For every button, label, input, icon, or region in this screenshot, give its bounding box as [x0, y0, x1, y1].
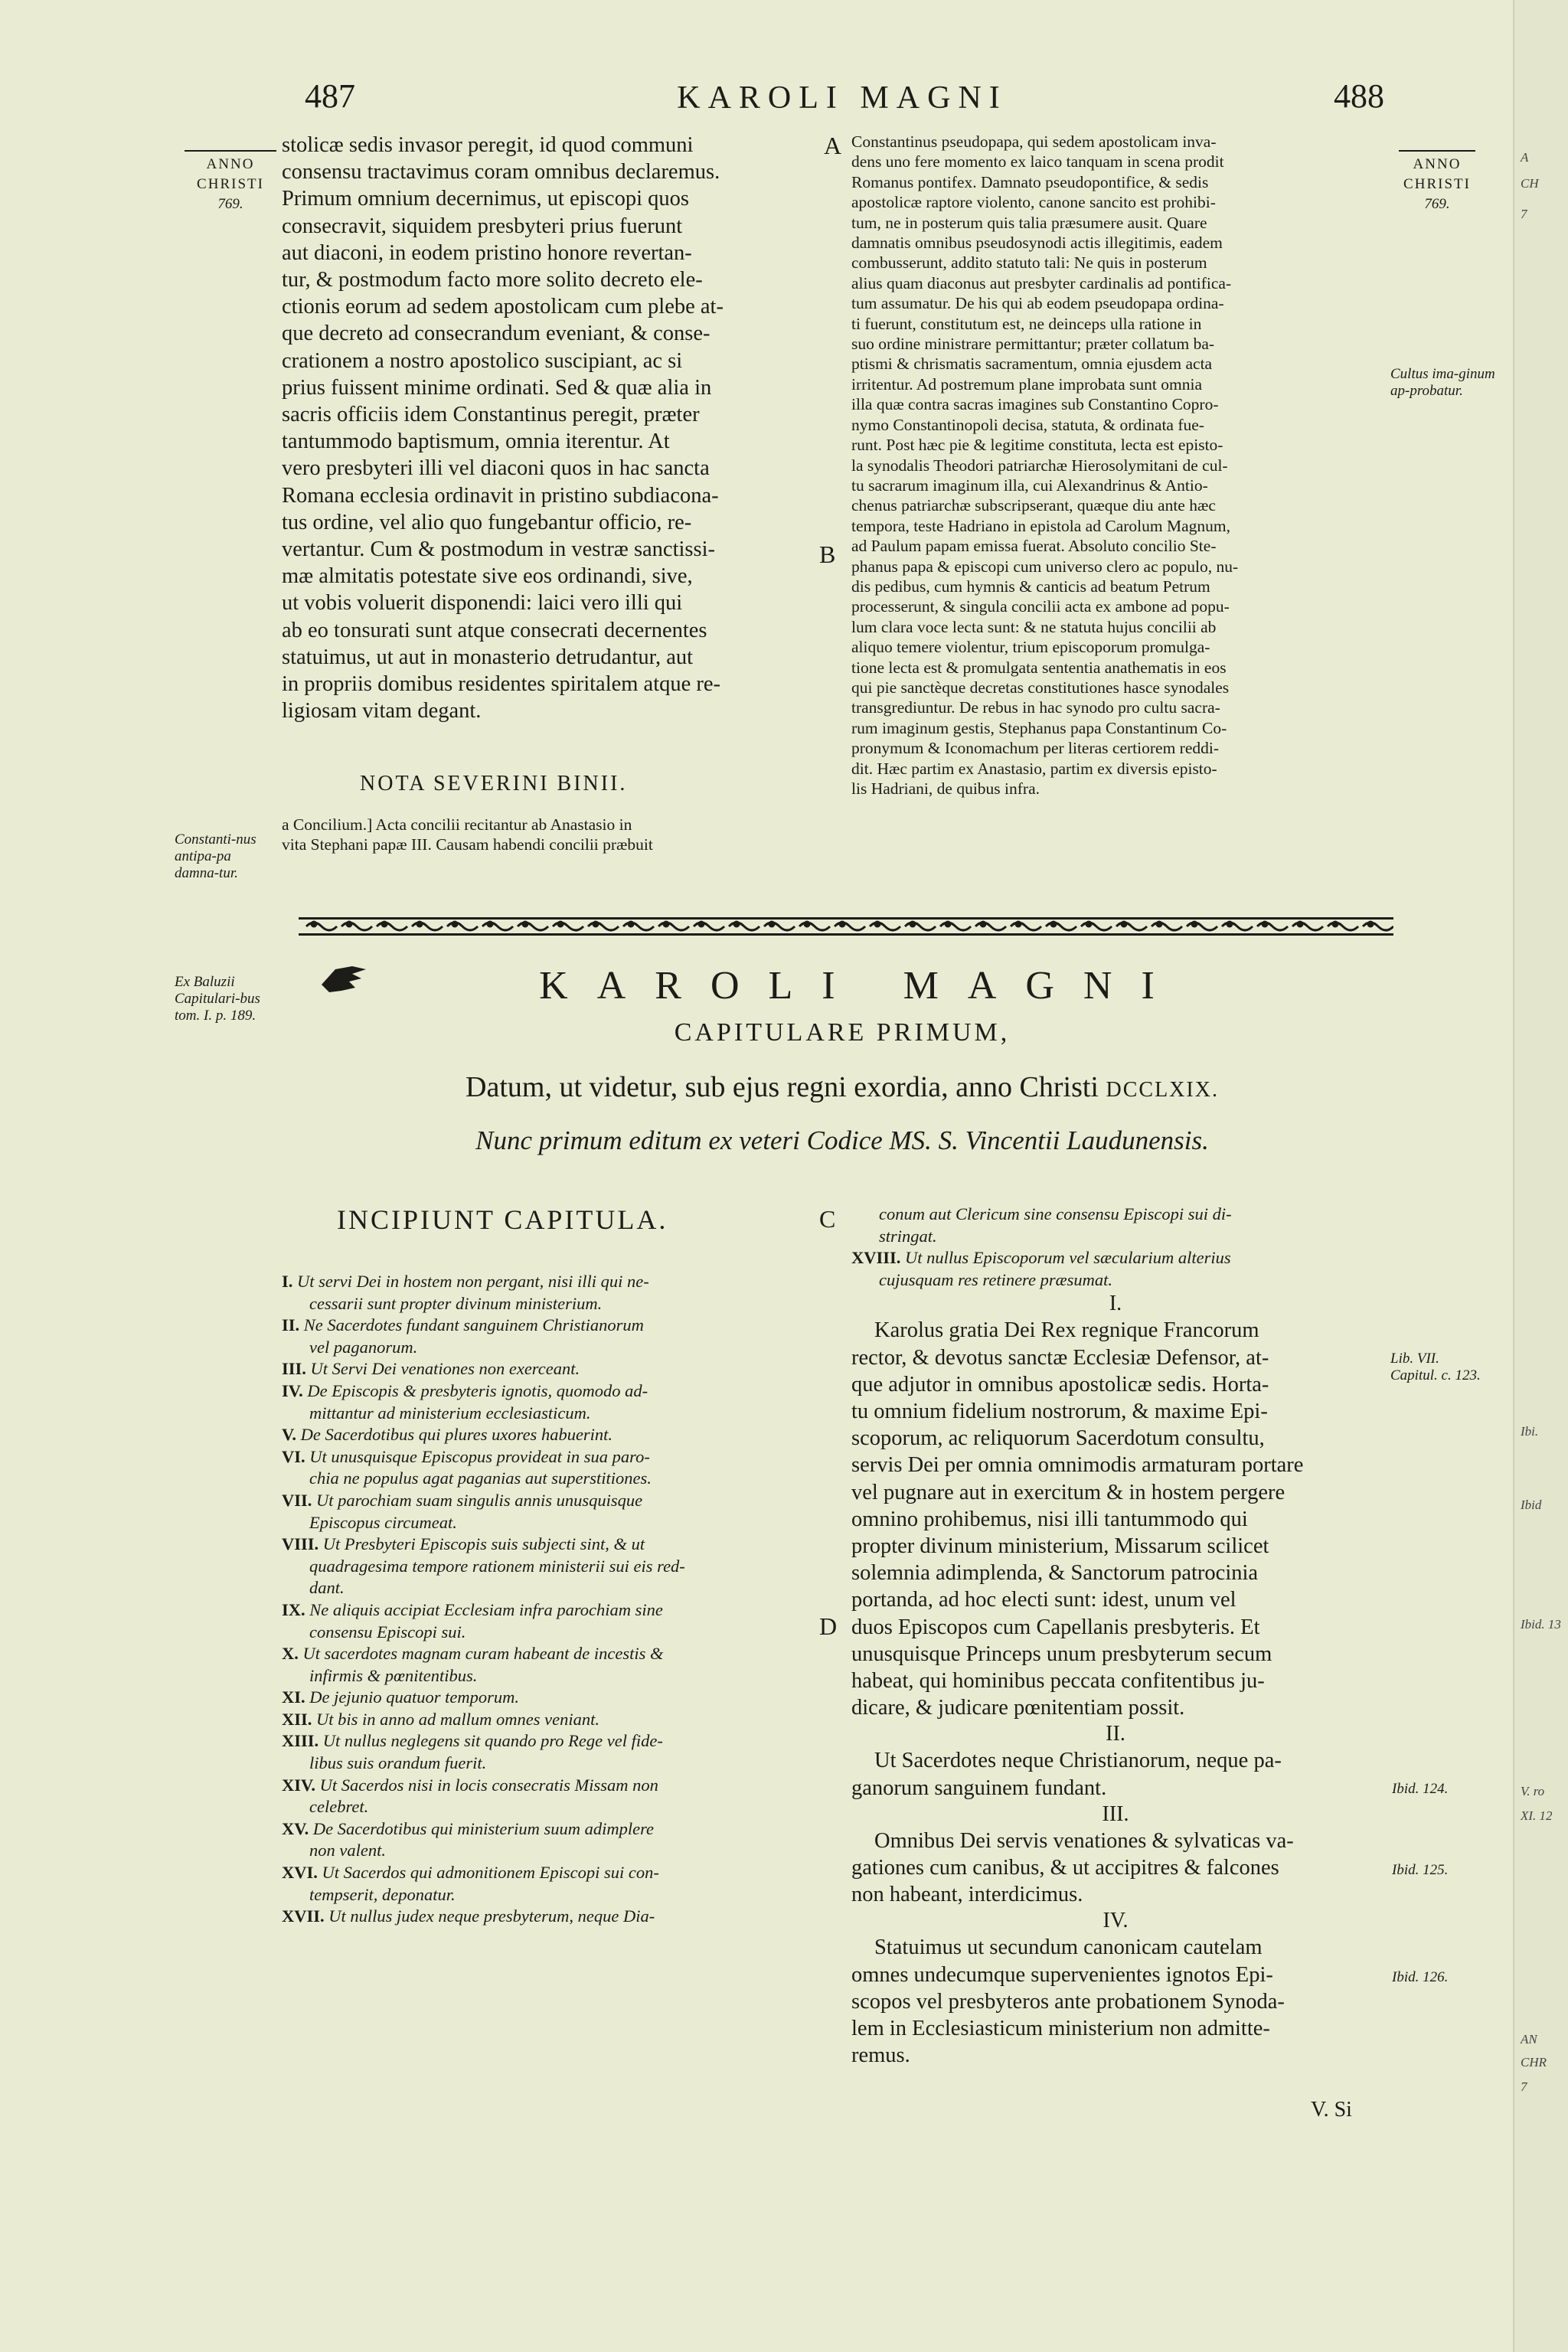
capitulum-line: [282, 1840, 810, 1862]
capitulum-line: [282, 1796, 810, 1818]
text-line: ab eo tonsurati sunt atque consecrati decernentes: [282, 618, 707, 642]
right-bottom-column: [851, 1204, 1380, 2069]
anno-christi-right: [1387, 150, 1487, 214]
text-line: ptismi & chrismatis sacramentum, omnia ejusdem acta: [851, 354, 1213, 374]
text-line: in propriis domibus residentes spiritalem atque re-: [282, 672, 721, 697]
capitulum-text: De jejunio quatuor temporum.: [309, 1687, 519, 1707]
capitulum-line: [851, 1247, 1380, 1269]
capitulum-line: [282, 1403, 810, 1425]
capitulum-text: Episcopus circumeat.: [309, 1512, 457, 1532]
text-line: alius quam diaconus aut presbyter cardinalis ad pontifica-: [851, 273, 1232, 292]
capitulum-number: XIII.: [282, 1731, 319, 1751]
capitulum-item: [282, 1730, 810, 1774]
capitulum-line: [282, 1337, 810, 1359]
anno-label: ANNO: [1413, 156, 1462, 172]
edge-fragment: XI. 12: [1521, 1808, 1553, 1823]
ornament-dot: [1298, 922, 1302, 926]
capitulum-line: [282, 1753, 810, 1775]
text-line: suo ordine ministrare permittantur; præter collatum ba-: [851, 335, 1215, 354]
text-block: [851, 1747, 1380, 1801]
capitulum-text: dant.: [309, 1578, 345, 1598]
text-line: vertantur. Cum & postmodum in vestræ sanctissi-: [282, 537, 716, 562]
capitulum-text: tempserit, deponatur.: [309, 1884, 456, 1904]
capitulum-item: [282, 1534, 810, 1599]
text-line: sacris officiis idem Constantinus peregit, præter: [282, 403, 700, 427]
capitulum-text: De Episcopis & presbyteris ignotis, quomodo ad-: [307, 1380, 648, 1400]
capitulum-number: VI.: [282, 1446, 305, 1466]
text-line: crationem a nostro apostolico suscipiant, ac si: [282, 348, 683, 373]
capitulum-number: XIV.: [282, 1775, 315, 1795]
text-line: la synodalis Theodori patriarchæ Hierosolymitani de cul-: [851, 456, 1228, 475]
ornament-dot: [664, 922, 668, 926]
capitulum-number: XVIII.: [851, 1248, 901, 1268]
text-line: scopos vel presbyteros ante probationem Synoda-: [851, 1989, 1285, 2014]
capitulum-number: XVI.: [282, 1863, 318, 1883]
ornament-dot: [1086, 922, 1091, 926]
capitulum-item: [282, 1775, 810, 1818]
capitulum-text: Ut Sacerdos qui admonitionem Episcopi sui con-: [322, 1863, 659, 1883]
capitulum-text: Ut servi Dei in hostem non pergant, nisi illi qui ne-: [297, 1272, 649, 1291]
left-column-text: [282, 132, 810, 724]
text-line: Romanus pontifex. Damnato pseudopontifice, & sedis: [851, 172, 1209, 191]
edge-fragment: Ibid: [1521, 1498, 1542, 1512]
text-line: non habeant, interdicimus.: [851, 1883, 1083, 1907]
capitulum-line: [282, 1424, 810, 1446]
capitulum-line: [282, 1709, 810, 1731]
capitulum-text: Ut unusquisque Episcopus provideat in sua paro-: [309, 1446, 650, 1466]
capitulum-text: Ne Sacerdotes fundant sanguinem Christianorum: [303, 1315, 644, 1335]
ornament-dot: [558, 922, 563, 926]
main-title: KAROLI MAGNI: [539, 964, 1184, 1008]
running-title: KAROLI MAGNI: [677, 80, 1008, 116]
text-line: lem in Ecclesiasticum ministerium non admitte-: [851, 2017, 1270, 2041]
ornament-dot: [981, 922, 985, 926]
text-line: vero presbyteri illi vel diaconi quos in hac sancta: [282, 456, 710, 481]
ornament-dot: [382, 922, 387, 926]
ornament-band: [299, 916, 1393, 937]
ornament-dot: [347, 922, 351, 926]
text-line: lis Hadriani, de quibus infra.: [851, 779, 1040, 798]
text-line: omnino prohibemus, nisi illi tantummodo qui: [851, 1507, 1248, 1531]
text-line: ctionis eorum ad sedem apostolicam cum plebe at-: [282, 295, 724, 319]
ornament-dot: [946, 922, 950, 926]
text-line: phanus papa & episcopi cum universo clero ac populo, nu-: [851, 557, 1239, 576]
capitulum-line: [282, 1884, 810, 1906]
text-line: scoporum, ac reliquorum Sacerdotum consultu,: [851, 1426, 1265, 1451]
capitulum-line: [282, 1315, 810, 1337]
text-line: rum imaginum gestis, Stephanus papa Constantinum Co-: [851, 718, 1227, 737]
col-letter-a: A: [824, 132, 842, 159]
capitulum-number: IX.: [282, 1599, 305, 1619]
text-line: dicare, & judicare pœnitentiam possit.: [851, 1696, 1185, 1720]
text-line: runt. Post hæc pie & legitime constituta, lecta est episto-: [851, 436, 1223, 455]
text-line: portanda, ad hoc electi sunt: idest, unum vel: [851, 1588, 1236, 1612]
capitulum-text: Ne aliquis accipiat Ecclesiam infra parochiam sine: [309, 1599, 663, 1619]
text-line: rector, & devotus sanctæ Ecclesiæ Defensor, at-: [851, 1345, 1269, 1370]
capitulum-line: [851, 1269, 1380, 1292]
capitulum-line: [282, 1577, 810, 1599]
capitulum-item: [282, 1380, 810, 1424]
ornament-dot: [910, 922, 915, 926]
capitulum-line: [282, 1687, 810, 1709]
capitulum-number: II.: [282, 1315, 300, 1335]
ornament-dot: [699, 922, 704, 926]
edge-fragment: AN: [1521, 2032, 1537, 2047]
text-line: tu sacrarum imaginum illa, cui Alexandrinus & Antio-: [851, 475, 1208, 495]
capitulum-line: [282, 1599, 810, 1622]
anno-rule: [1399, 150, 1475, 152]
capitulum-item: [282, 1687, 810, 1709]
capitulum-number: I.: [282, 1272, 293, 1291]
text-line: damnatis omnibus pseudosynodi actis illegitimis, eadem: [851, 234, 1223, 253]
ornament-dot: [1368, 922, 1373, 926]
capitulum-item: [282, 1271, 810, 1315]
capitulum-line: [282, 1534, 810, 1556]
catchword: V. Si: [1311, 2098, 1352, 2122]
edge-fragment: 7: [1521, 2079, 1527, 2094]
capitulum-text: Ut bis in anno ad mallum omnes veniant.: [316, 1709, 599, 1729]
capitulum-line: [282, 1730, 810, 1753]
text-line: tum assumatur. De his qui ab eodem pseudopapa ordina-: [851, 294, 1224, 313]
capitulum-text: Ut Servi Dei venationes non exerceant.: [310, 1359, 580, 1379]
capitulum-line: [282, 1906, 810, 1928]
text-line: Constantinus pseudopapa, qui sedem apostolicam inva-: [851, 132, 1217, 151]
text-line: tantummodo baptismum, omnia iterentur. At: [282, 430, 670, 454]
capitulum-text: libus suis orandum fuerit.: [309, 1753, 487, 1773]
text-line: gationes cum canibus, & ut accipitres & falcones: [851, 1856, 1279, 1880]
capitulum-text: vel paganorum.: [309, 1337, 418, 1357]
text-line: dit. Hæc partim ex Anastasio, partim ex diversis episto-: [851, 759, 1217, 778]
text-line: a Concilium.] Acta concilii recitantur ab Anastasio in: [282, 815, 632, 834]
text-line: vita Stephani papæ III. Causam habendi concilii præbuit: [282, 835, 653, 854]
side-note-baluzii: Ex Baluzii Capitulari-bus tom. I. p. 189.: [175, 974, 260, 1024]
text-line: aliquo temere violentur, trium episcoporum promulga-: [851, 638, 1210, 657]
capitulum-line: [282, 1468, 810, 1490]
capitulum-text: Ut Presbyteri Episcopis suis subjecti sint, & ut: [322, 1534, 645, 1554]
capitulum-item: [282, 1358, 810, 1380]
text-line: ti fuerunt, constitutum est, ne deinceps ulla ratione in: [851, 314, 1202, 333]
text-line: Primum omnium decernimus, ut episcopi quos: [282, 187, 689, 211]
capitulum-text: Ut parochiam suam singulis annis unusquisque: [316, 1490, 643, 1510]
ornament-dot: [417, 922, 422, 926]
ornament-dot: [488, 922, 492, 926]
capitulum-line: [282, 1446, 810, 1468]
ornament-dot: [1016, 922, 1021, 926]
capitulum-number: XVII.: [282, 1906, 325, 1926]
capitulum-line: [282, 1380, 810, 1403]
capitulum-line: [282, 1358, 810, 1380]
capitulum-text: Ut Sacerdos nisi in locis consecratis Missam non: [319, 1775, 658, 1795]
text-line: qui pie sanctèque decretas constitutiones hasce synodales: [851, 678, 1230, 697]
text-line: aut diaconi, in eodem pristino honore revertan-: [282, 240, 692, 265]
date-line: [306, 1070, 1378, 1104]
capitulum-number: VIII.: [282, 1534, 319, 1554]
ornament-dot: [629, 922, 633, 926]
text-line: Ut Sacerdotes neque Christianorum, neque pa-: [874, 1749, 1282, 1773]
capitulum-number: XI.: [282, 1687, 305, 1707]
capitulum-text: mittantur ad ministerium ecclesiasticum.: [309, 1403, 591, 1423]
capitulum-text: Ut nullus neglegens sit quando pro Rege vel fide-: [322, 1731, 663, 1751]
text-line: tempora, teste Hadriano in epistola ad Carolum Magnum,: [851, 516, 1230, 535]
capitulum-item: [282, 1818, 810, 1862]
capitulum-line: [282, 1862, 810, 1884]
text-line: tus ordine, vel alio quo fungebantur officio, re-: [282, 510, 692, 534]
year-label: 769.: [1424, 196, 1450, 212]
text-block: [851, 1204, 1380, 1247]
text-line: ut vobis voluerit disponendi: laici vero illi qui: [282, 591, 683, 616]
capitulum-item: [282, 1315, 810, 1358]
ornament-dot: [1263, 922, 1267, 926]
capitulum-text: Ut sacerdotes magnam curam habeant de incestis &: [302, 1644, 664, 1664]
text-block: [851, 1934, 1380, 2069]
text-line: ligiosam vitam degant.: [282, 699, 482, 724]
text-line: chenus patriarchæ subscripserant, quæque diu ante hæc: [851, 496, 1216, 515]
capitulum-text: De Sacerdotibus qui ministerium suum adimplere: [312, 1818, 655, 1838]
capitulum-line: [282, 1271, 810, 1293]
col-letter-d: D: [819, 1612, 838, 1640]
text-line: consensu tractavimus coram omnibus declaremus.: [282, 160, 720, 185]
capitulum-item: [282, 1446, 810, 1490]
capitulum-item: [282, 1599, 810, 1643]
edge-fragment: V. ro: [1521, 1784, 1545, 1798]
date-year: DCCLXIX.: [1106, 1078, 1219, 1102]
text-line: duos Episcopos cum Capellanis presbyteris. Et: [851, 1615, 1260, 1639]
text-block: [851, 1828, 1380, 1909]
ornament-dot: [875, 922, 880, 926]
ornament-dot: [1192, 922, 1197, 926]
text-line: que decreto ad consecrandum eveniant, & conse-: [282, 322, 710, 346]
text-line: combusserunt, addito statuto tali: Ne quis in posterum: [851, 253, 1207, 273]
side-ref-2: Ibid. 124.: [1392, 1781, 1449, 1797]
anno-christi-left: [173, 150, 288, 214]
side-note-cultus: Cultus ima-ginum ap-probatur.: [1390, 366, 1495, 399]
col-letter-c: C: [819, 1205, 836, 1233]
text-line: Statuimus ut secundum canonicam cautelam: [874, 1936, 1263, 1960]
capitulum-text: quadragesima tempore rationem ministerii sui eis red-: [309, 1556, 685, 1576]
ornament-dot: [805, 922, 809, 926]
ornament-dot: [1157, 922, 1161, 926]
page-number-right: 488: [1334, 77, 1384, 115]
text-line: propter divinum ministerium, Missarum scilicet: [851, 1534, 1269, 1558]
capitulum-text: non valent.: [309, 1841, 386, 1860]
text-line: tur, & postmodum facto more solito decreto ele-: [282, 268, 703, 292]
text-line: consecravit, siquidem presbyteri prius fuerunt: [282, 214, 683, 238]
edge-fragment: Ibid. 13: [1521, 1617, 1561, 1632]
edge-fragment: CH: [1521, 176, 1539, 191]
capitulum-item: [282, 1490, 810, 1534]
text-line: transgrediuntur. De rebus in hac synodo pro cultu sacra-: [851, 698, 1220, 717]
capitulum-line: [282, 1775, 810, 1797]
text-line: Karolus gratia Dei Rex regnique Francorum: [874, 1318, 1259, 1343]
text-line: apostolicæ raptore violento, canone sancito est prohibi-: [851, 193, 1216, 212]
capitulum-item: [282, 1709, 810, 1731]
edge-fragment: CHR: [1521, 2055, 1547, 2069]
text-line: prius fuissent minime ordinati. Sed & quæ alia in: [282, 375, 712, 400]
text-line: Omnibus Dei servis venationes & sylvaticas va-: [874, 1828, 1294, 1853]
ornament-dot: [769, 922, 774, 926]
capitulum-item: [282, 1862, 810, 1906]
ornament-dot: [1333, 922, 1338, 926]
anno-rule: [185, 150, 276, 152]
text-line: conum aut Clericum sine consensu Episcopi sui di-: [879, 1204, 1232, 1223]
anno-label: ANNO: [206, 156, 255, 172]
text-line: stringat.: [879, 1226, 937, 1246]
text-line: tu omnium fidelium nostrorum, & maxime Epi-: [851, 1399, 1268, 1423]
side-ref-3: Ibid. 125.: [1392, 1862, 1449, 1878]
text-block: [851, 1317, 1380, 1721]
text-line: irritentur. Ad postremum plane improbata sunt omnia: [851, 374, 1202, 394]
text-line: lum clara voce lecta sunt: & ne statuta hujus concilii ab: [851, 617, 1217, 636]
chapter-number: I.: [1109, 1292, 1122, 1316]
text-line: remus.: [851, 2043, 910, 2068]
capitulum-line: [282, 1556, 810, 1578]
edge-fragment: Ibi.: [1521, 1424, 1539, 1439]
capitulum-item: [282, 1643, 810, 1687]
capitulum-number: XII.: [282, 1709, 312, 1729]
text-line: tum, ne in posterum quis talia præsumere ausit. Quare: [851, 213, 1207, 232]
nota-text: [282, 815, 810, 855]
text-line: vel pugnare aut in exercitum & in hostem pergere: [851, 1480, 1285, 1504]
text-line: dis pedibus, cum hymnis & canticis ad beatum Petrum: [851, 577, 1210, 596]
capitulum-text: cujusquam res retinere præsumat.: [879, 1269, 1112, 1289]
text-line: statuimus, ut aut in monasterio detrudantur, aut: [282, 645, 694, 669]
capitulum-line: [282, 1512, 810, 1534]
sub-title: CAPITULARE PRIMUM,: [674, 1018, 1011, 1047]
edition-line: Nunc primum editum ex veteri Codice MS. S. Vincentii Laudunensis.: [475, 1125, 1209, 1155]
capitulum-number: XV.: [282, 1818, 309, 1838]
ornament-dot: [1122, 922, 1126, 926]
capitulum-line: [282, 1490, 810, 1512]
text-line: Romana ecclesia ordinavit in pristino subdiacona-: [282, 483, 719, 508]
nota-title: NOTA SEVERINI BINII.: [360, 772, 628, 795]
capitulum-text: chia ne populus agat paganias aut superstitiones.: [309, 1468, 652, 1488]
capitulum-text: De Sacerdotibus qui plures uxores habuerint.: [300, 1425, 613, 1445]
capitulum-item: [282, 1906, 810, 1928]
edge-fragment: A: [1521, 150, 1529, 165]
ornament-dot: [1051, 922, 1056, 926]
facing-page-edge: [1513, 0, 1568, 2352]
capitulum-number: V.: [282, 1425, 296, 1445]
text-line: dens uno fere momento ex laico tanquam in scena prodit: [851, 152, 1224, 172]
text-line: ad Paulum papam emissa fuerat. Absoluto concilio Ste-: [851, 537, 1217, 556]
text-line: omnes undecumque supervenientes ignotos Epi-: [851, 1962, 1273, 1987]
side-ref-4: Ibid. 126.: [1392, 1969, 1449, 1985]
text-line: nymo Constantinopoli decisa, statuta, & ordinata fue-: [851, 415, 1204, 434]
capitulum-line: [282, 1818, 810, 1841]
ornament-dot: [452, 922, 457, 926]
edge-fragment: 7: [1521, 207, 1527, 221]
capitulum-text: Ut nullus Episcoporum vel sæcularium alterius: [905, 1248, 1231, 1268]
capitulum-item: [282, 1424, 810, 1446]
capitulum-text: Ut nullus judex neque presbyterum, neque Dia-: [328, 1906, 655, 1926]
christi-label: CHRISTI: [197, 176, 264, 192]
page-number-left: 487: [305, 77, 355, 115]
text-line: ganorum sanguinem fundant.: [851, 1775, 1107, 1800]
chapter-number: IV.: [1102, 1909, 1129, 1933]
ornament-dot: [840, 922, 844, 926]
chapter-number: III.: [1102, 1802, 1129, 1826]
text-line: que adjutor in omnibus apostolicæ sedis. Horta-: [851, 1372, 1269, 1396]
text-line: unusquisque Princeps unum presbyterum secum: [851, 1642, 1272, 1666]
capitulum-number: VII.: [282, 1490, 312, 1510]
ornament-dot: [523, 922, 528, 926]
side-note-constantinus: Constanti-nus antipa-pa damna-tur.: [175, 831, 256, 881]
capitula-list: [282, 1271, 810, 1928]
right-column-text: [851, 132, 1380, 799]
capitulum-line: [282, 1665, 810, 1687]
chapter-number: II.: [1106, 1722, 1125, 1746]
col-letter-b: B: [819, 541, 836, 568]
ornament-dot: [1227, 922, 1232, 926]
capitulum-item: [851, 1247, 1380, 1291]
year-label: 769.: [217, 196, 243, 212]
capitulum-line: [282, 1643, 810, 1665]
capitulum-text: cessarii sunt propter divinum ministerium.: [309, 1293, 603, 1313]
capitulum-line: [282, 1622, 810, 1644]
text-line: solemnia adimplenda, & Sanctorum patrocinia: [851, 1561, 1259, 1586]
capitulum-number: III.: [282, 1359, 306, 1379]
date-text: Datum, ut videtur, sub ejus regni exordia, anno Christi: [466, 1071, 1099, 1103]
text-line: mæ almitatis potestate sive eos ordinandi, sive,: [282, 564, 693, 589]
capitulum-number: X.: [282, 1644, 299, 1664]
ornament-dot: [734, 922, 739, 926]
incipiunt-heading: INCIPIUNT CAPITULA.: [337, 1204, 668, 1235]
ornament-dot: [593, 922, 598, 926]
text-line: pronymum & Iconomachum per literas certiorem reddi-: [851, 739, 1220, 758]
text-line: stolicæ sedis invasor peregit, id quod communi: [282, 133, 694, 157]
capitulum-text: celebret.: [309, 1797, 369, 1817]
capitulum-text: consensu Episcopi sui.: [309, 1622, 466, 1642]
capitulum-line: [282, 1293, 810, 1315]
capitulum-text: infirmis & pœnitentibus.: [309, 1665, 478, 1685]
christi-label: CHRISTI: [1403, 176, 1471, 192]
capitulum-number: IV.: [282, 1380, 303, 1400]
text-line: tione lecta est & promulgata sententia anathematis in eos: [851, 658, 1227, 677]
ornament-dot: [312, 922, 316, 926]
text-line: servis Dei per omnia omnimodis armaturam portare: [851, 1453, 1304, 1478]
text-line: habeat, qui hominibus peccata confitentibus ju-: [851, 1669, 1265, 1694]
text-line: processerunt, & singula concilii acta ex ambone ad popu-: [851, 597, 1230, 616]
text-line: illa quæ contra sacras imagines sub Constantino Copro-: [851, 395, 1219, 414]
side-ref-1: Lib. VII. Capitul. c. 123.: [1390, 1351, 1481, 1383]
